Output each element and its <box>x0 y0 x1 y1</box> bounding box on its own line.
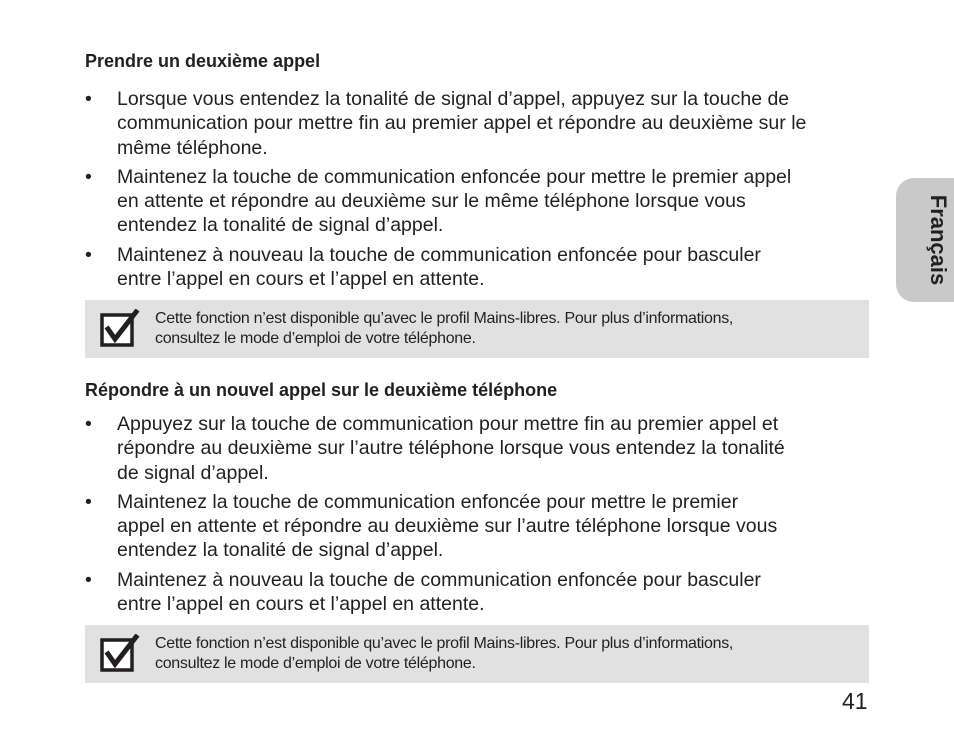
list-item <box>85 412 880 485</box>
line: en attente et répondre au deuxième sur le même téléphone lorsque vous <box>117 190 746 213</box>
bullet-marker: • <box>85 88 92 110</box>
bullet-marker: • <box>85 568 92 591</box>
section-heading-new-call: Répondre à un nouvel appel sur le deuxième téléphone <box>85 380 558 400</box>
line: communication pour mettre fin au premier appel et répondre au deuxième sur le <box>117 112 807 135</box>
line: entendez la tonalité de signal d’appel. <box>117 539 444 562</box>
line: entre l’appel en cours et l’appel en attente. <box>117 268 485 291</box>
list-item <box>85 165 880 238</box>
line: Maintenez la touche de communication enfoncée pour mettre le premier <box>117 490 739 513</box>
line: Lorsque vous entendez la tonalité de signal d’appel, appuyez sur la touche de <box>117 88 790 110</box>
line: de signal d’appel. <box>117 461 269 484</box>
note-text <box>155 634 865 674</box>
checkbox-check-icon <box>100 309 140 349</box>
line: Maintenez à nouveau la touche de communication enfoncée pour basculer <box>117 568 761 591</box>
line: consultez le mode d’emploi de votre téléphone. <box>155 330 476 347</box>
note-box <box>85 300 869 358</box>
line: même téléphone. <box>117 136 268 159</box>
line: consultez le mode d’emploi de votre téléphone. <box>155 655 476 672</box>
bullet-marker: • <box>85 490 92 513</box>
list-item <box>85 87 880 160</box>
bullet-marker: • <box>85 413 92 435</box>
checkbox-check-icon <box>100 634 140 674</box>
bullet-list-new-call <box>85 412 880 621</box>
line: Maintenez à nouveau la touche de communication enfoncée pour basculer <box>117 243 761 266</box>
line: Cette fonction n’est disponible qu’avec le profil Mains-libres. Pour plus d’informations, <box>155 310 734 327</box>
language-tab-label: Français <box>926 194 951 286</box>
list-item <box>85 568 880 617</box>
line: Maintenez la touche de communication enfoncée pour mettre le premier appel <box>117 165 792 188</box>
list-item <box>85 243 880 292</box>
line: répondre au deuxième sur l’autre téléphone lorsque vous entendez la tonalité <box>117 437 785 460</box>
bullet-marker: • <box>85 243 92 266</box>
page-number: 41 <box>842 688 868 714</box>
note-text <box>155 309 865 349</box>
bullet-marker: • <box>85 165 92 188</box>
line: Appuyez sur la touche de communication pour mettre fin au premier appel et <box>117 413 779 435</box>
section-heading-second-call: Prendre un deuxième appel <box>85 51 321 71</box>
list-item <box>85 490 880 563</box>
line: appel en attente et répondre au deuxième sur l’autre téléphone lorsque vous <box>117 515 778 538</box>
bullet-list-second-call <box>85 87 880 296</box>
line: entendez la tonalité de signal d’appel. <box>117 214 444 237</box>
line: entre l’appel en cours et l’appel en attente. <box>117 593 485 616</box>
note-box <box>85 625 869 683</box>
line: Cette fonction n’est disponible qu’avec le profil Mains-libres. Pour plus d’informations, <box>155 635 734 652</box>
